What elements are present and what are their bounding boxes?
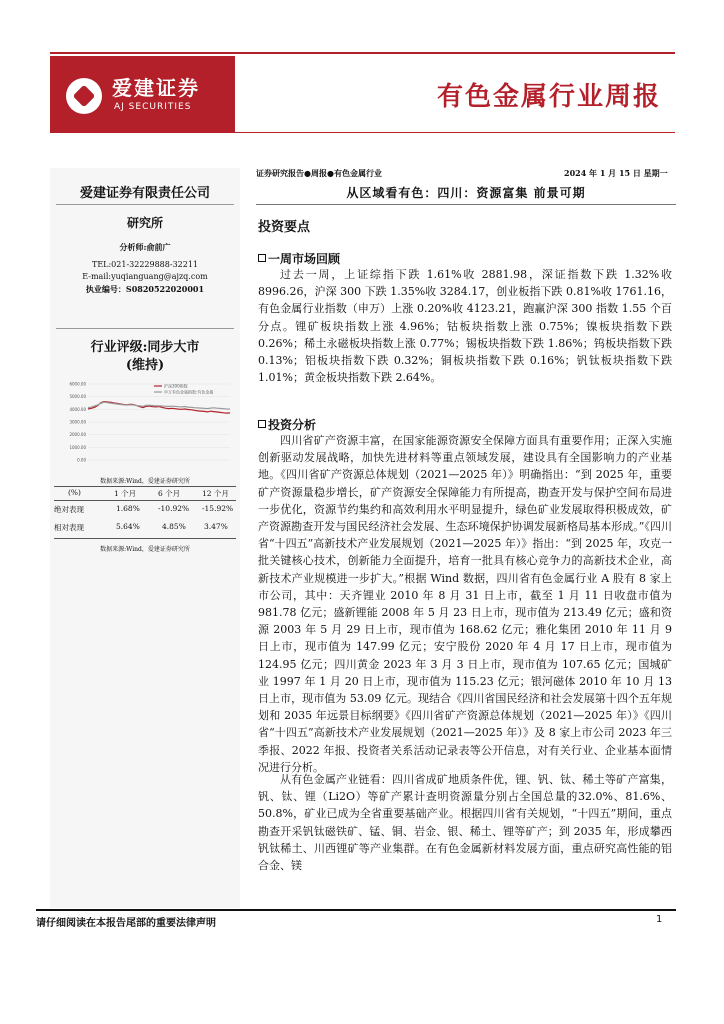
series-line (88, 402, 230, 409)
subtitle-rule (256, 204, 676, 205)
table-cell: -15.92% (202, 504, 234, 513)
sidebar-divider (56, 328, 234, 329)
table-header-cell: 6 个月 (158, 489, 181, 498)
y-tick-label: 2000.00 (69, 432, 86, 438)
table-source: 数据来源:Wind，爱建证券研究所 (100, 546, 190, 553)
report-subtitle: 从区域看有色：四川：资源富集 前景可期 (346, 186, 586, 200)
report-date: 2024 年 1 月 15 日 星期一 (564, 168, 668, 178)
report-title: 有色金属行业周报 (436, 82, 661, 112)
table-rule (54, 500, 236, 501)
index-performance-chart (58, 380, 234, 472)
row-label: 相对表现 (54, 523, 84, 532)
report-header (50, 56, 675, 132)
table-cell: 5.64% (116, 522, 140, 531)
header-divider (234, 56, 235, 132)
y-tick-label: 5000.00 (69, 394, 86, 400)
key-points-title: 投资要点 (258, 220, 311, 235)
y-tick-label: 0.00 (77, 457, 86, 463)
table-cell: 1.68% (116, 504, 140, 513)
logo-mark-icon (66, 78, 102, 114)
logo-cn-text: 爱建证券 (112, 76, 200, 100)
checkbox-bullet-icon (258, 254, 266, 262)
row-label: 绝对表现 (54, 505, 84, 514)
sidebar-company: 爱建证券有限责任公司 (79, 186, 210, 201)
table-rule (54, 538, 236, 539)
y-tick-label: 4000.00 (69, 406, 86, 412)
page-number: 1 (656, 914, 663, 925)
section-heading-text: 投资分析 (268, 418, 317, 432)
sidebar-divider (56, 204, 234, 205)
header-bottom-rule (50, 132, 675, 133)
table-rule (54, 486, 236, 487)
table-cell: -10.92% (158, 504, 190, 513)
sidebar (50, 168, 240, 908)
table-header-row (54, 488, 236, 500)
market-review-paragraph: 过去一周，上证综指下跌 1.61%收 2881.98，深证指数下跌 1.32%收 8996.26，沪深 300 下跌 1.35%收 3284.17，创业板指下跌 0.81%收 1761.16，有色金属行业指数（申万）上涨 0.20%收 4123.21，跑赢沪深 300 指数 1.55 个百分点。锂矿板块指数上涨 4.96%；钴板块指数上涨 0.75%；镍板块指数下跌 0.26%；稀土永磁板块指数上涨 0.77%；锡板块指数下跌 1.86%；钨板块指数下跌 0.13%；铝板块指数下跌 0.32%；铜板块指数下跌 0.16%；钒钛板块指数下跌 1.01%；黄金板块指数下跌 2.64%。 (258, 268, 672, 385)
section-heading-market-review (258, 250, 340, 267)
section-heading-investment-analysis (258, 416, 316, 433)
table-row (54, 504, 236, 516)
investment-paragraph: 从有色金属产业链看：四川省成矿地质条件优，锂、钒、钛、稀土等矿产富集，钒、钛、锂（Li2O）等矿产累计查明资源量分别占全国总量的32.0%、81.6%、50.8%，矿业已成为全省重要基础产业。根据四川省有关规划，“十四五”期间，重点勘查开采钒钛磁铁矿、锰、铜、岩金、银、稀土、锂等矿产；到 2035 年，形成攀西钒钛稀土、川西锂矿等产业集群。在有色金属新材料发展方面，重点研究高性能的铝合金、镁 (258, 773, 672, 873)
analyst-license: 执业编号：S0820522020001 (85, 284, 205, 294)
top-rule (50, 52, 675, 54)
table-header-cell: (%) (68, 488, 81, 497)
logo-en-text: AJ SECURITIES (114, 102, 192, 112)
legend-label: 沪深300指数 (164, 383, 188, 389)
sidebar-department: 研究所 (126, 216, 163, 230)
analyst-email: E-mail:yuqianguang@ajzq.com (82, 272, 208, 281)
y-tick-label: 1000.00 (69, 444, 86, 450)
analyst-tel: TEL:021-32229888-32211 (91, 260, 199, 269)
company-logo (50, 56, 234, 132)
analyst-name: 分析师:俞前广 (119, 242, 171, 252)
y-tick-label: 6000.00 (69, 381, 86, 387)
table-cell: 3.47% (204, 522, 228, 531)
investment-paragraph: 四川省矿产资源丰富，在国家能源资源安全保障方面具有重要作用；正深入实施创新驱动发展战略，加快先进材料等重点领域发展，建设具有全国影响力的产业基地。《四川省矿产资源总体规划（2021—2025 年）》明确指出：“到 2025 年，重要矿产资源量稳步增长，矿产资源安全保障能力有所提高，勘查开发与保护空间布局进一步优化，资源节约集约和高效利用水平明显提升，绿色矿业发展取得积极成效，矿产资源勘查开发与国民经济社会发展、生态环境保护协调发展新格局基本形成。”《四川省“十四五”高新技术产业发展规划（2021—2025 年）》指出：“到 2025 年，攻克一批关键核心技术，创新能力全面提升，培育一批具有核心竞争力的高新技术企业，高新技术产业规模进一步扩大。”根据 Wind 数据，四川省有色金属行业 A 股有 8 家上市公司，其中：天齐锂业 2010 年 8 月 31 日上市，截至 1 月 11 日收盘市值为 981.78 亿元；盛新锂能 2008 年 5 月 23 日上市，现市值为 213.49 亿元；盛和资源 2003 年 5 月 29 日上市，现市值为 168.62 亿元；雅化集团 2010 年 11 月 9 日上市，现市值为 147.99 亿元；安宁股份 2020 年 4 月 17 日上市，现市值为 124.95 亿元；四川黄金 2023 年 3 月 3 日上市，现市值为 107.65 亿元；国城矿业 1997 年 1 月 20 日上市，现市值为 115.23 亿元；银河磁体 2010 年 10 月 13 日上市，现市值为 53.09 亿元。现结合《四川省国民经济和社会发展第十四个五年规划和 2035 年远景目标纲要》《四川省矿产资源总体规划（2021—2025 年）》《四川省“十四五”高新技术产业发展规划（2021—2025 年）》及 8 家上市公司 2023 年三季报、2022 年报、投资者关系活动记录表等公开信息，对有关行业、企业基本面情况进行分析。 (258, 434, 672, 774)
checkbox-bullet-icon (258, 420, 266, 428)
section-heading-text: 一周市场回顾 (268, 252, 341, 266)
industry-rating: 行业评级:同步大市 (90, 340, 200, 355)
chart-source: 数据来源:Wind，爱建证券研究所 (100, 478, 190, 485)
footer-rule (36, 909, 676, 911)
table-row (54, 522, 236, 534)
y-tick-label: 3000.00 (69, 419, 86, 425)
legal-disclaimer: 请仔细阅读在本报告尾部的重要法律声明 (36, 918, 216, 929)
legend-label: 申万有色金属指数:有色金属 (164, 389, 214, 395)
table-header-cell: 1 个月 (114, 489, 137, 498)
table-cell: 4.85% (162, 522, 186, 531)
rating-status: (维持) (125, 358, 165, 373)
report-meta: 证券研究报告●周报●有色金属行业 (256, 168, 382, 178)
table-header-cell: 12 个月 (202, 489, 229, 498)
